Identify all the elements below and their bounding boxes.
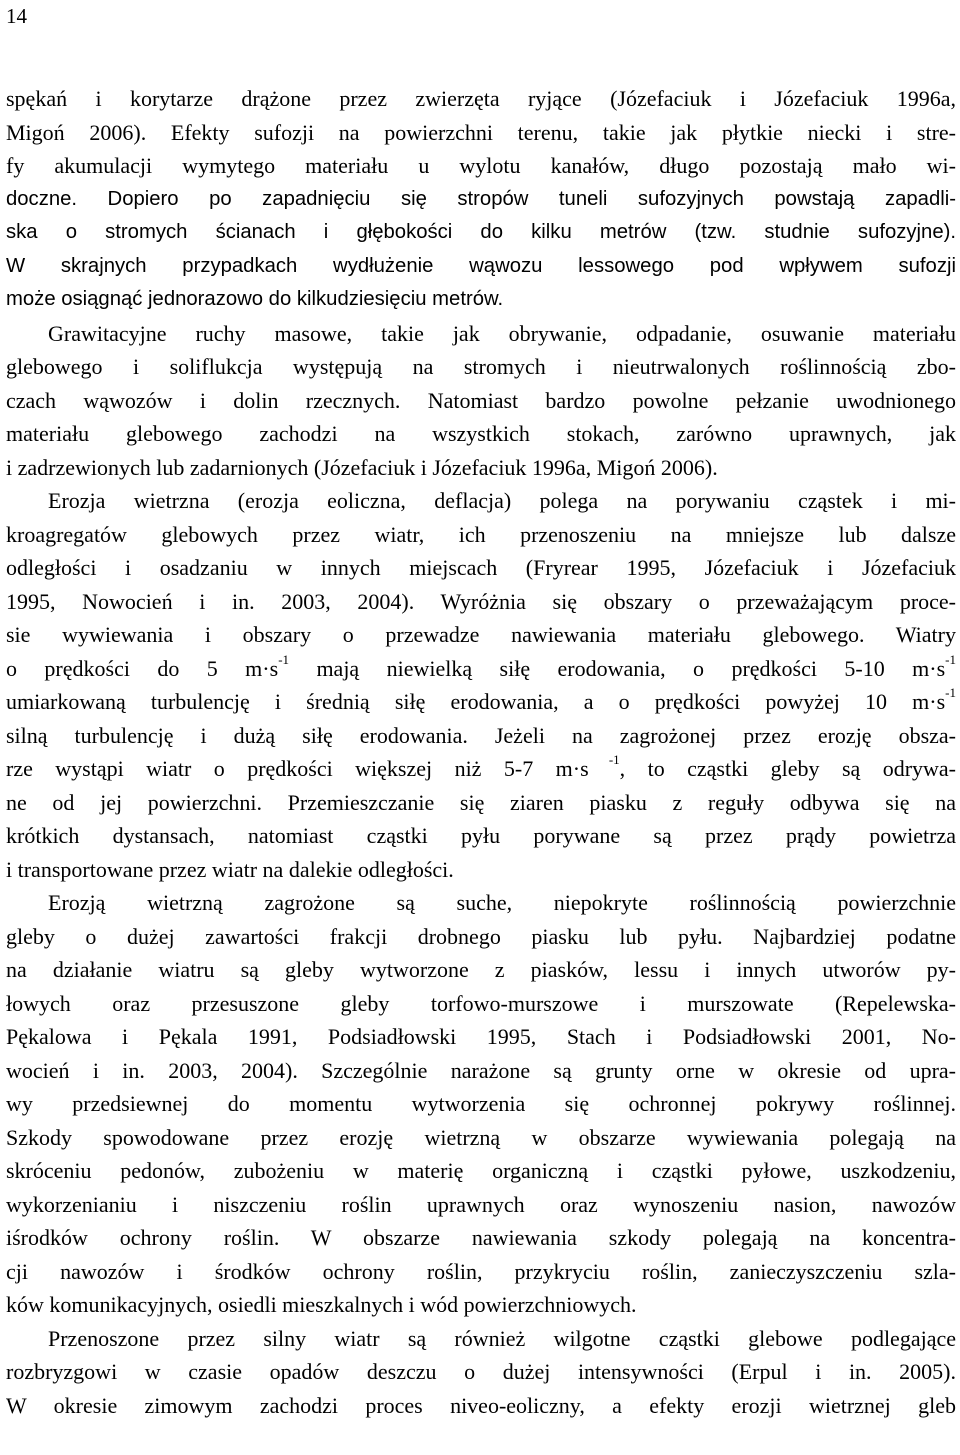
text-segment: ne od jej powierzchni. Przemieszczanie się ziaren piasku z reguły odbywa się na	[6, 789, 956, 815]
text-line	[6, 1355, 956, 1389]
text-segment: ska o stromych ścianach i głębokości do kilku metrów (tzw. studnie sufozyjne).	[6, 221, 956, 243]
text-line	[6, 283, 956, 317]
text-segment: Erozją wietrzną zagrożone są suche, niepokryte roślinnością powierzchnie	[48, 890, 956, 915]
text-line	[6, 920, 956, 954]
text-segment: iśrodków ochrony roślin. W obszarze nawiewania szkody polegają na koncentra-	[6, 1225, 956, 1250]
text-line	[6, 853, 956, 887]
text-line	[6, 518, 956, 552]
text-line	[6, 719, 956, 753]
text-segment: Migoń 2006). Efekty sufozji na powierzchni terenu, takie jak płytkie niecki i stre-	[6, 119, 956, 145]
text-line	[6, 350, 956, 384]
superscript: -1	[945, 685, 956, 700]
text-segment: gleby o dużej zawartości frakcji drobnego piasku lub pyłu. Najbardziej podatne	[6, 923, 956, 949]
superscript: -1	[588, 752, 620, 767]
text-line	[6, 752, 956, 786]
text-line	[6, 1121, 956, 1155]
text-line	[6, 216, 956, 250]
text-line	[6, 250, 956, 284]
text-segment: i zadrzewionych lub zadarnionych (Józefaciuk i Józefaciuk 1996a, Migoń 2006).	[6, 454, 718, 480]
text-line	[6, 484, 956, 518]
text-line	[6, 1154, 956, 1188]
text-line	[6, 886, 956, 920]
text-line	[6, 417, 956, 451]
text-segment: i transportowane przez wiatr na dalekie odległości.	[6, 856, 454, 882]
text-segment: materiału glebowego zachodzi na wszystkich stokach, zarówno uprawnych, jak	[6, 421, 956, 446]
text-line	[6, 82, 956, 116]
text-line	[6, 786, 956, 820]
text-segment: , to cząstki gleby są odrywa-	[619, 756, 956, 781]
text-line	[6, 1188, 956, 1222]
text-line	[6, 1087, 956, 1121]
text-line	[6, 1288, 956, 1322]
text-segment: mają niewielką siłę erodowania, o prędkości 5-10 m·s	[289, 655, 946, 681]
text-line	[6, 1054, 956, 1088]
text-line	[6, 451, 956, 485]
text-line	[6, 1221, 956, 1255]
text-segment: fy akumulacji wymytego materiału u wylotu kanałów, długo pozostają mało wi-	[6, 153, 956, 178]
text-line	[6, 819, 956, 853]
text-segment: czach wąwozów i dolin rzecznych. Natomiast bardzo powolne pełzanie uwodnionego	[6, 387, 956, 413]
text-segment: 1995, Nowocień i in. 2003, 2004). Wyróżnia się obszary o przeważającym proce-	[6, 588, 956, 614]
text-line	[6, 1255, 956, 1289]
text-segment: glebowego i soliflukcja występują na stromych i nieutrwalonych roślinnością zbo-	[6, 354, 956, 379]
text-line	[6, 149, 956, 183]
text-line	[6, 551, 956, 585]
text-segment: krótkich dystansach, natomiast cząstki pyłu porywane są przez prądy powietrza	[6, 823, 956, 848]
text-segment: Grawitacyjne ruchy masowe, takie jak obrywanie, odpadanie, osuwanie materiału	[48, 320, 956, 346]
text-line	[6, 585, 956, 619]
text-segment: doczne. Dopiero po zapadnięciu się stropów tuneli sufozyjnych powstają zapadli-	[6, 187, 956, 210]
text-line	[6, 953, 956, 987]
body-text	[6, 82, 956, 1422]
text-segment: Pękalowa i Pękala 1991, Podsiadłowski 1995, Stach i Podsiadłowski 2001, No-	[6, 1024, 956, 1049]
text-segment: wocień i in. 2003, 2004). Szczególnie narażone są grunty orne w okresie od upra-	[6, 1057, 956, 1083]
text-segment: wy przedsiewnej do momentu wytworzenia się ochronnej pokrywy roślinnej.	[6, 1091, 956, 1116]
text-line	[6, 987, 956, 1021]
text-segment: umiarkowaną turbulencję i średnią siłę erodowania, a o prędkości powyżej 10 m·s	[6, 689, 946, 714]
text-segment: rze wystąpi wiatr o prędkości większej niż 5-7 m·s	[6, 756, 589, 781]
text-line	[6, 384, 956, 418]
text-segment: ków komunikacyjnych, osiedli mieszkalnych i wód powierzchniowych.	[6, 1292, 637, 1317]
text-line	[6, 1020, 956, 1054]
text-segment: silną turbulencję i dużą siłę erodowania. Jeżeli na zagrożonej przez erozję obsza-	[6, 722, 956, 748]
text-segment: W okresie zimowym zachodzi proces niveo-eoliczny, a efekty erozji wietrznej gleb	[6, 1392, 956, 1418]
text-line	[6, 652, 956, 686]
superscript: -1	[945, 651, 956, 667]
text-segment: odległości i osadzaniu w innych miejscach (Fryrear 1995, Józefaciuk i Józefaciuk	[6, 555, 956, 580]
text-segment: Szkody spowodowane przez erozję wietrzną w obszarze wywiewania polegają na	[6, 1124, 956, 1150]
text-line	[6, 618, 956, 652]
text-segment: rozbryzgowi w czasie opadów deszczu o dużej intensywności (Erpul i in. 2005).	[6, 1359, 956, 1384]
text-segment: cji nawozów i środków ochrony roślin, przykryciu roślin, zanieczyszczeniu szla-	[6, 1258, 956, 1284]
text-line	[6, 317, 956, 351]
text-segment: spękań i korytarze drążone przez zwierzęta ryjące (Józefaciuk i Józefaciuk 1996a,	[6, 86, 956, 111]
text-segment: może osiągnąć jednorazowo do kilkudziesięciu metrów.	[6, 288, 504, 310]
text-line	[6, 183, 956, 217]
text-segment: kroagregatów glebowych przez wiatr, ich przenoszeniu na mniejsze lub dalsze	[6, 521, 956, 547]
text-line	[6, 116, 956, 150]
page-number: 14	[6, 4, 27, 28]
text-segment: na działanie wiatru są gleby wytworzone z piasków, lessu i innych utworów py-	[6, 957, 956, 982]
text-segment: skróceniu pedonów, zubożeniu w materię organiczną i cząstki pyłowe, uszkodzeniu,	[6, 1158, 956, 1183]
text-segment: Przenoszone przez silny wiatr są również wilgotne cząstki glebowe podlegające	[48, 1325, 956, 1351]
text-line	[6, 1389, 956, 1423]
text-line	[6, 1322, 956, 1356]
text-segment: W skrajnych przypadkach wydłużenie wąwozu lessowego pod wpływem sufozji	[6, 254, 956, 277]
text-segment: o prędkości do 5 m·s	[6, 655, 279, 681]
text-line	[6, 685, 956, 719]
text-segment: sie wywiewania i obszary o przewadze nawiewania materiału glebowego. Wiatry	[6, 622, 956, 647]
text-segment: wykorzenianiu i niszczeniu roślin uprawnych oraz wynoszeniu nasion, nawozów	[6, 1191, 956, 1217]
text-segment: Erozja wietrzna (erozja eoliczna, deflacja) polega na porywaniu cząstek i mi-	[48, 488, 956, 513]
text-segment: łowych oraz przesuszone gleby torfowo-murszowe i murszowate (Repelewska-	[6, 990, 956, 1016]
superscript: -1	[278, 651, 290, 667]
